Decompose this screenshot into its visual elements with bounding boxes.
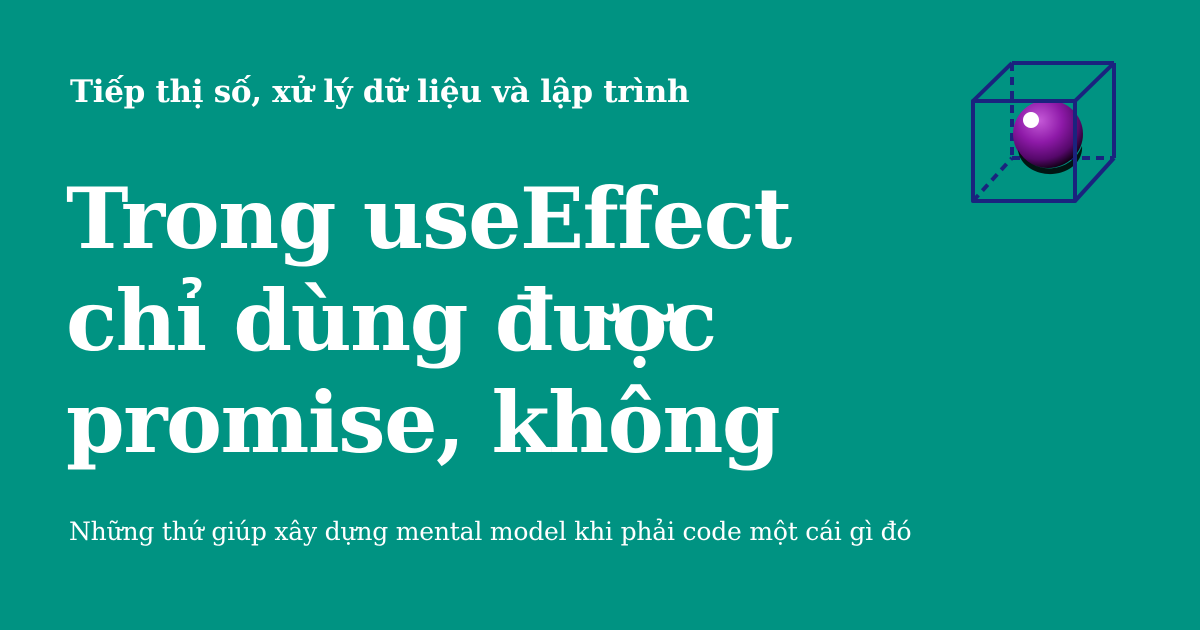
article-subtitle: Những thứ giúp xây dựng mental model khi phải code một cái gì đó (69, 517, 912, 546)
title-line-3: promise, không (66, 373, 780, 472)
title-line-2: chỉ dùng được (66, 271, 716, 370)
sphere (1013, 100, 1083, 174)
site-tagline: Tiếp thị số, xử lý dữ liệu và lập trình (70, 74, 690, 110)
title-line-1: Trong useEffect (66, 169, 791, 268)
article-title (66, 168, 886, 474)
cube-with-sphere-icon (968, 58, 1120, 208)
